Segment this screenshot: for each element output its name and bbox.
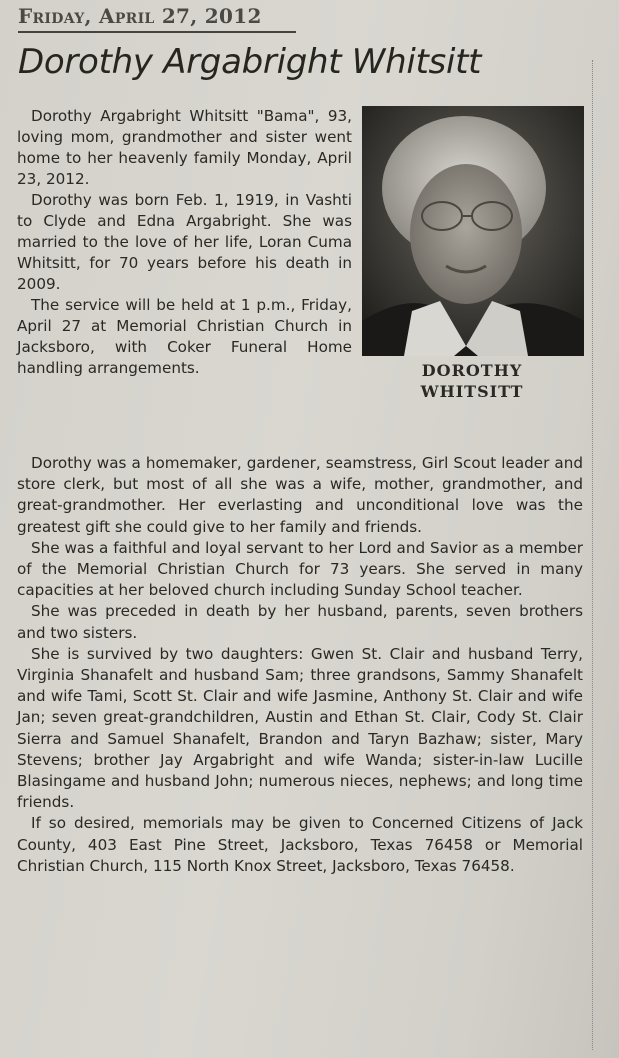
paragraph-intro: Dorothy Argabright Whitsitt "Bama", 93, loving mom, grandmother and sister went home to her heavenly family Monday, April 23, 2012.	[17, 107, 352, 188]
caption-first-name: DOROTHY	[421, 361, 523, 380]
paragraph-faith: She was a faithful and loyal servant to her Lord and Savior as a member of the Memorial Christian Church for 73 years. She served in many capacities at her beloved church including Sunday School teacher.	[17, 538, 583, 600]
dateline: Friday, April 27, 2012	[18, 4, 296, 33]
portrait-photo	[362, 106, 584, 356]
column-divider	[591, 60, 593, 1050]
obituary-headline: Dorothy Argabright Whitsitt	[18, 42, 482, 82]
narrow-column	[17, 106, 352, 379]
paragraph-occupations: Dorothy was a homemaker, gardener, seamstress, Girl Scout leader and store clerk, but most of all she was a wife, mother, grandmother, and great-grandmother. Her everlasting and unconditional love was the greatest gift she could give to her family and friends.	[17, 454, 583, 536]
paragraph-birth: Dorothy was born Feb. 1, 1919, in Vashti to Clyde and Edna Argabright. She was married to the love of her life, Loran Cuma Whitsitt, for 70 years before his death in 2009.	[17, 191, 352, 293]
paragraph-memorials: If so desired, memorials may be given to Concerned Citizens of Jack County, 403 East Pine Street, Jacksboro, Texas 76458 or Memorial Christian Church, 115 North Knox Street, Jacksboro, Texas 76458.	[17, 814, 583, 875]
full-width-column	[17, 453, 583, 877]
caption-last-name: WHITSITT	[420, 382, 524, 401]
portrait-image	[362, 106, 584, 356]
paragraph-preceded: She was preceded in death by her husband, parents, seven brothers and two sisters.	[17, 602, 583, 642]
paragraph-survivors: She is survived by two daughters: Gwen St. Clair and husband Terry, Virginia Shanafelt and husband Sam; three grandsons, Sammy Shanafelt and wife Tami, Scott St. Clair and wife Jasmine, Anthony St. Clair and wife Jan; seven great-grandchildren, Austin and Ethan St. Clair, Cody St. Clair Sierra and Samuel Shanafelt, Brandon and Taryn Bazhaw; sister, Mary Stevens; brother Jay Argabright and wife Wanda; sister-in-law Lucille Blasingame and husband John; numerous nieces, nephews; and long time friends.	[17, 644, 583, 812]
paragraph-service: The service will be held at 1 p.m., Friday, April 27 at Memorial Christian Church in Jacksboro, with Coker Funeral Home handling arrangements.	[17, 296, 352, 377]
photo-caption	[370, 360, 574, 402]
